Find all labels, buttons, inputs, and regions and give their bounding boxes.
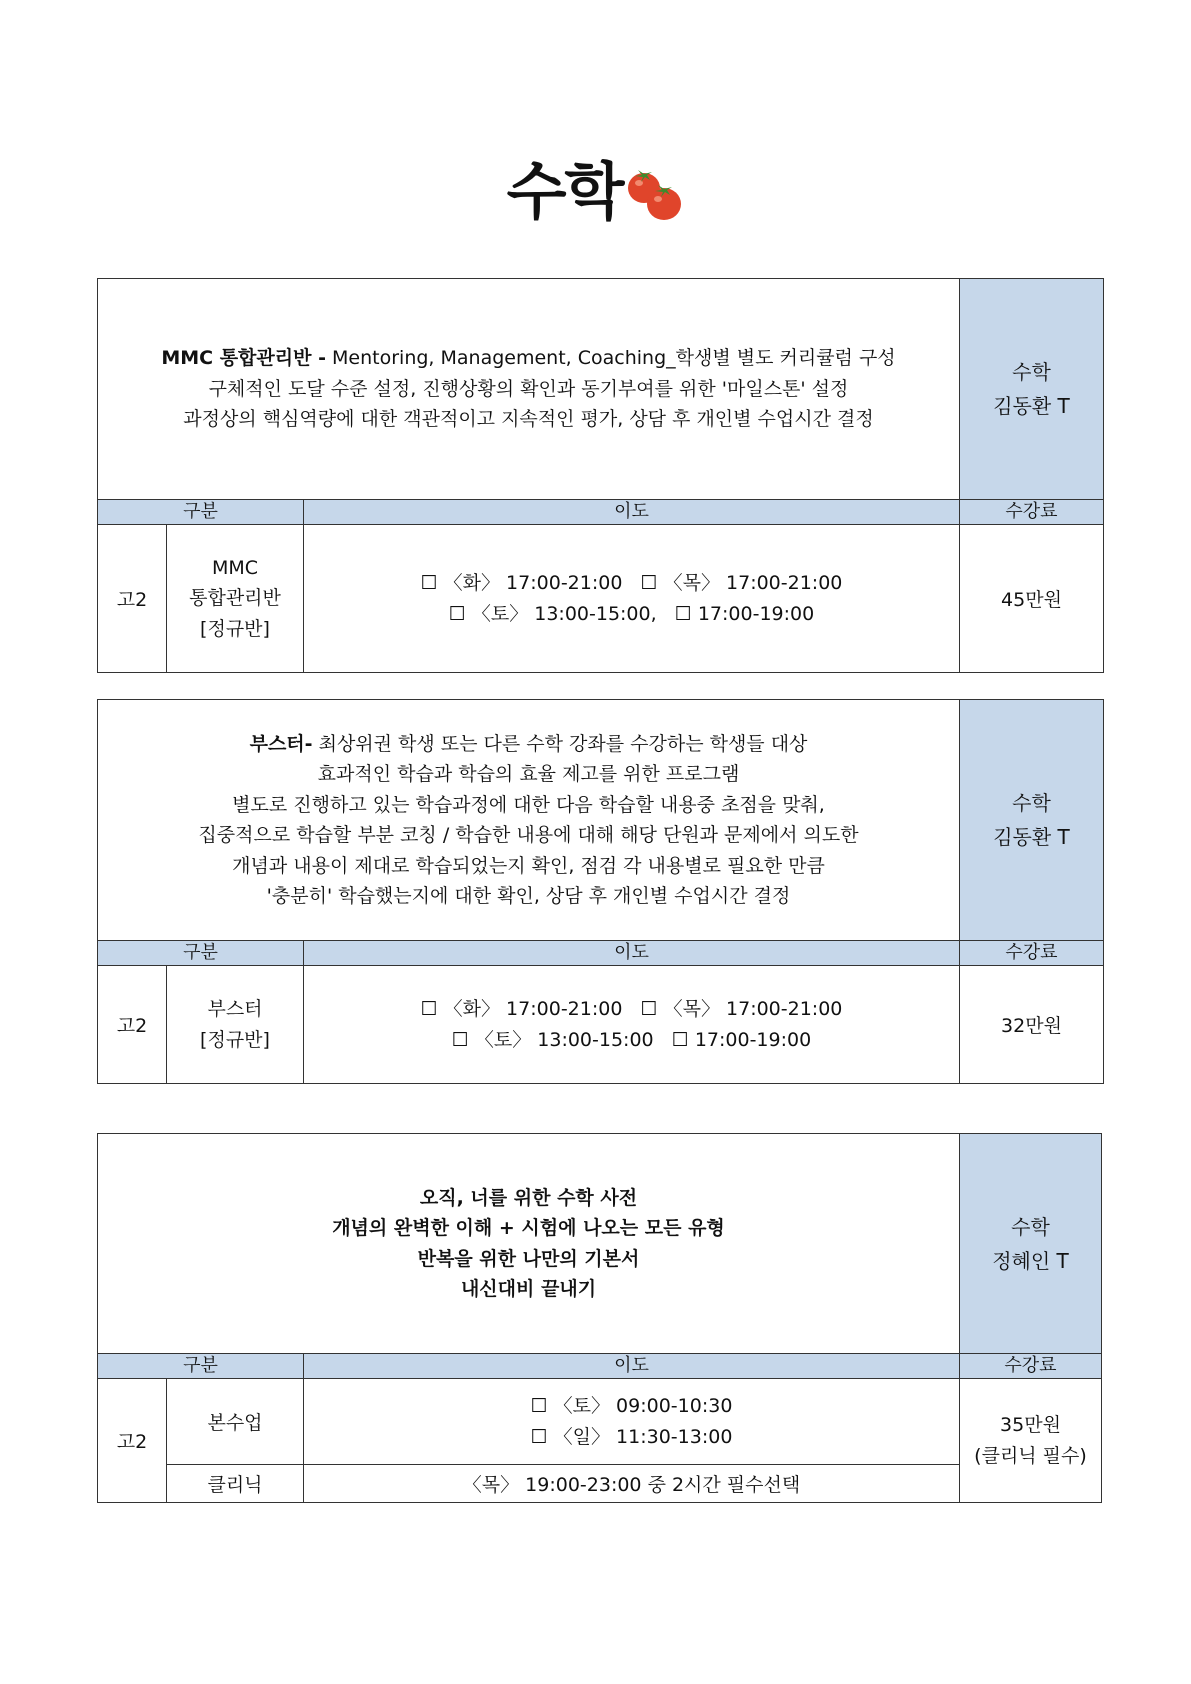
fee-cell: 45만원 [960, 525, 1104, 673]
course-description [98, 700, 960, 941]
course-description [98, 1134, 960, 1354]
description-line: 별도로 진행하고 있는 학습과정에 대한 다음 학습할 내용중 초점을 맞춰, [232, 793, 825, 816]
class-name-line: 통합관리반 [189, 587, 281, 610]
table-row [98, 966, 1104, 1084]
header-fee: 수강료 [960, 941, 1104, 966]
header-fee: 수강료 [960, 1354, 1102, 1379]
page-title: 수학 [506, 155, 623, 228]
description-line: 개념의 완벽한 이해 + 시험에 나오는 모든 유형 [332, 1217, 725, 1239]
subject-label: 수학 [1012, 791, 1051, 815]
grade-cell: 고2 [98, 525, 167, 673]
schedule-cell [304, 966, 960, 1084]
class-name-line: MMC [211, 556, 259, 579]
schedule-cell [304, 525, 960, 673]
tomato-icon [624, 166, 684, 224]
header-schedule: 이도 [304, 941, 960, 966]
description-line: 구체적인 도달 수준 설정, 진행상황의 확인과 동기부여를 위한 '마일스톤' 설정 [208, 377, 849, 400]
fee-cell: 32만원 [960, 966, 1104, 1084]
table-header-row [98, 941, 1104, 966]
description-line: 집중적으로 학습할 부분 코칭 / 학습한 내용에 대해 해당 단원과 문제에서 의도한 [198, 824, 859, 846]
teacher-name: 김동환 T [993, 394, 1070, 418]
table-row [98, 525, 1104, 673]
course-summary: Mentoring, Management, Coaching_학생별 별도 커리큘럼 구성 [325, 347, 896, 370]
teacher-name: 정혜인 T [992, 1248, 1069, 1273]
description-line: 오직, 너를 위한 수학 사전 [419, 1186, 638, 1209]
class-name-cell [167, 966, 304, 1084]
page-header [0, 155, 1191, 228]
grade-cell: 고2 [98, 966, 167, 1084]
description-line: 내신대비 끝내기 [460, 1278, 597, 1300]
header-schedule: 이도 [304, 500, 960, 525]
table-header-row [98, 500, 1104, 525]
course-table-mmc [97, 278, 1104, 673]
description-line: 효과적인 학습과 학습의 효율 제고를 위한 프로그램 [317, 763, 740, 785]
schedule-line: ☐ 〈화〉 17:00-21:00 ☐ 〈목〉 17:00-21:00 [420, 998, 843, 1020]
table-row [98, 1465, 1102, 1503]
header-fee: 수강료 [960, 500, 1104, 525]
header-category: 구분 [98, 500, 304, 525]
header-category: 구분 [98, 941, 304, 966]
schedule-line: ☐ 〈일〉 11:30-13:00 [530, 1425, 733, 1448]
description-line: 반복을 위한 나만의 기본서 [417, 1247, 640, 1270]
table-row [98, 1379, 1102, 1465]
header-schedule: 이도 [304, 1354, 960, 1379]
course-summary: 최상위권 학생 또는 다른 수학 강좌를 수강하는 학생들 대상 [312, 732, 808, 755]
fee-cell [960, 1379, 1102, 1503]
schedule-cell [304, 1379, 960, 1465]
subject-label: 수학 [1011, 1214, 1050, 1239]
description-line: 과정상의 핵심역량에 대한 객관적이고 지속적인 평가, 상담 후 개인별 수업시간 결정 [183, 408, 874, 431]
schedule-cell: 〈목〉 19:00-23:00 중 2시간 필수선택 [304, 1465, 960, 1503]
schedule-line: ☐ 〈토〉 13:00-15:00 ☐ 17:00-19:00 [451, 1028, 812, 1051]
course-description [98, 279, 960, 500]
class-name-line: [정규반] [200, 617, 270, 640]
course-name: 부스터- [249, 732, 313, 755]
fee-line: (클리닉 필수) [974, 1444, 1087, 1467]
instructor-cell [960, 279, 1104, 500]
class-name-cell: 본수업 [167, 1379, 304, 1465]
fee-line: 35만원 [1000, 1414, 1061, 1436]
instructor-cell [960, 700, 1104, 941]
table-header-row [98, 1354, 1102, 1379]
class-name-line: 부스터 [207, 998, 263, 1020]
class-name-cell: 클리닉 [167, 1465, 304, 1503]
course-table-dictionary [97, 1133, 1102, 1503]
course-name: MMC 통합관리반 - [161, 347, 326, 370]
schedule-line: ☐ 〈토〉 13:00-15:00, ☐ 17:00-19:00 [448, 602, 815, 625]
description-line: 개념과 내용이 제대로 학습되었는지 확인, 점검 각 내용별로 필요한 만큼 [232, 854, 825, 877]
description-line: '충분히' 학습했는지에 대한 확인, 상담 후 개인별 수업시간 결정 [266, 885, 791, 907]
schedule-line: ☐ 〈토〉 09:00-10:30 [530, 1395, 733, 1417]
instructor-cell [960, 1134, 1102, 1354]
course-table-booster [97, 699, 1104, 1084]
header-category: 구분 [98, 1354, 304, 1379]
class-name-cell [167, 525, 304, 673]
class-name-line: [정규반] [200, 1028, 270, 1051]
teacher-name: 김동환 T [993, 825, 1070, 849]
grade-cell: 고2 [98, 1379, 167, 1503]
schedule-line: ☐ 〈화〉 17:00-21:00 ☐ 〈목〉 17:00-21:00 [420, 572, 843, 594]
subject-label: 수학 [1012, 360, 1051, 384]
